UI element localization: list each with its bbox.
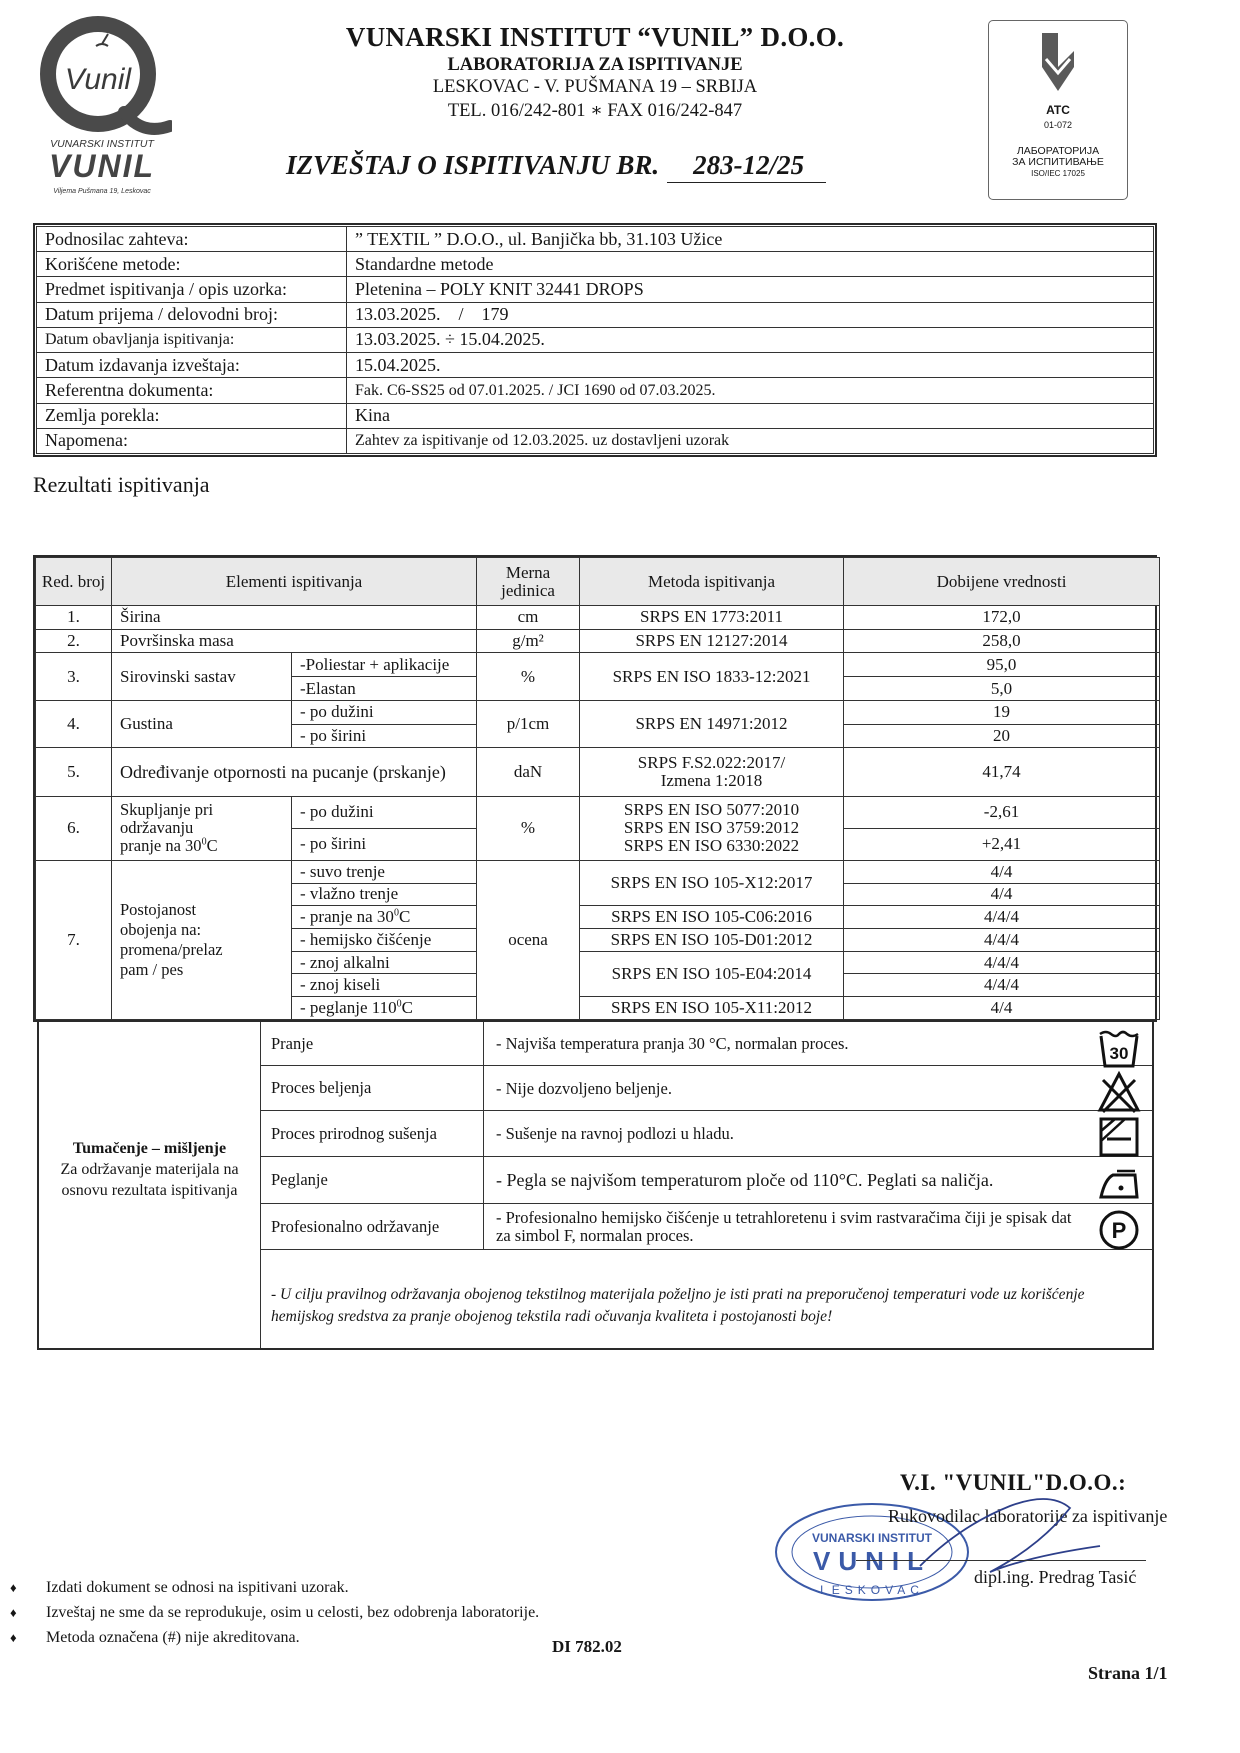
interpretation-subtitle: Za održavanje materijala na osnovu rezultata ispitivanja xyxy=(60,1161,239,1199)
method-line: SRPS EN ISO 5077:2010 xyxy=(623,800,800,820)
signature-line xyxy=(856,1560,1146,1561)
row-no: 3. xyxy=(36,653,112,700)
element-text: C xyxy=(206,836,218,856)
element-line: Postojanost xyxy=(120,899,197,919)
signature-role: Rukovodilac laboratorije za ispitivanje xyxy=(888,1506,1168,1526)
row-method: SRPS EN 1773:2011 xyxy=(580,606,844,630)
dry-flat-shade-icon xyxy=(1097,1115,1141,1159)
report-title xyxy=(286,150,826,183)
vunil-q-logo-icon xyxy=(32,16,172,138)
info-row xyxy=(37,252,1154,277)
row-element xyxy=(112,796,292,860)
header-element: Elementi ispitivanja xyxy=(112,558,477,606)
sub-text: - pranje na 30 xyxy=(300,907,394,927)
care-row-professional xyxy=(261,1204,1152,1250)
care-label: Proces beljenja xyxy=(261,1066,484,1110)
element-line: održavanju xyxy=(120,818,194,838)
info-row xyxy=(37,403,1154,428)
care-label: Proces prirodnog sušenja xyxy=(261,1111,484,1156)
element-line: promena/prelaz xyxy=(120,939,223,959)
row-subelement xyxy=(292,997,477,1020)
care-text: - Pegla se najvišom temperaturom ploče od 110°C. Peglati sa naličja. xyxy=(496,1169,994,1190)
row-subelement: - po širini xyxy=(292,724,477,748)
element-line xyxy=(120,837,287,855)
atc-iso: ISO/IEC 17025 xyxy=(1031,169,1085,178)
lab-address: LESKOVAC - V. PUŠMANA 19 – SRBIJA xyxy=(432,77,758,97)
row-method: SRPS EN ISO 105-E04:2014 xyxy=(580,951,844,996)
table-header-row xyxy=(36,558,1160,606)
row-no: 7. xyxy=(36,860,112,1019)
info-row xyxy=(37,428,1154,453)
degree-sup: 0 xyxy=(396,998,402,1010)
row-unit: % xyxy=(477,653,580,700)
atc-lab-line-2: ЗА ИСПИТИВАЊЕ xyxy=(1012,156,1104,168)
info-value: Kina xyxy=(347,403,1154,428)
row-value: 172,0 xyxy=(844,606,1160,630)
info-label: Datum prijema / delovodni broj: xyxy=(37,302,347,327)
row-element: Površinska masa xyxy=(112,629,477,653)
info-row xyxy=(37,327,1154,352)
care-label: Peglanje xyxy=(261,1157,484,1203)
document-id: DI 782.02 xyxy=(552,1637,622,1656)
row-unit: g/m² xyxy=(477,629,580,653)
footer-note: ♦ Izveštaj ne sme da se reprodukuje, osim u celosti, bez odobrenja laboratorije. xyxy=(8,1600,539,1625)
row-subelement: - hemijsko čišćenje xyxy=(292,929,477,952)
element-line: obojenja na: xyxy=(120,919,202,939)
row-value: 95,0 xyxy=(844,653,1160,677)
table-row xyxy=(36,860,1160,883)
row-value: 19 xyxy=(844,700,1160,724)
row-subelement: -Elastan xyxy=(292,677,477,701)
institute-name: VUNARSKI INSTITUT “VUNIL” D.O.O. xyxy=(345,22,845,52)
page-number: Strana 1/1 xyxy=(1088,1663,1168,1683)
info-row xyxy=(37,378,1154,403)
row-method: SRPS EN 12127:2014 xyxy=(580,629,844,653)
row-unit: ocena xyxy=(477,860,580,1019)
info-row xyxy=(37,353,1154,378)
care-text: - Sušenje na ravnoj podlozi u hladu. xyxy=(496,1124,734,1143)
row-method xyxy=(580,748,844,797)
care-label: Profesionalno održavanje xyxy=(261,1204,484,1249)
accreditation-badge xyxy=(988,20,1128,200)
footer-notes xyxy=(8,1575,539,1650)
row-subelement: - suvo trenje xyxy=(292,860,477,883)
info-label: Zemlja porekla: xyxy=(37,403,347,428)
row-method: SRPS EN 14971:2012 xyxy=(580,700,844,747)
results-heading: Rezultati ispitivanja xyxy=(33,472,210,497)
row-value: 258,0 xyxy=(844,629,1160,653)
row-unit: p/1cm xyxy=(477,700,580,747)
row-unit: % xyxy=(477,796,580,860)
info-label: Podnosilac zahteva: xyxy=(37,227,347,252)
method-line: SRPS EN ISO 6330:2022 xyxy=(623,836,800,856)
sub-text: C xyxy=(398,907,411,927)
signature-name: dipl.ing. Predrag Tasić xyxy=(974,1567,1137,1587)
info-label: Korišćene metode: xyxy=(37,252,347,277)
signature-firm: V.I. "VUNIL"D.O.O.: xyxy=(900,1470,1127,1495)
row-subelement: - po širini xyxy=(292,828,477,860)
info-value: ” TEXTIL ” D.O.O., ul. Banjička bb, 31.103 Užice xyxy=(347,227,1154,252)
request-info-table xyxy=(33,223,1157,457)
row-no: 2. xyxy=(36,629,112,653)
row-method: SRPS EN ISO 105-D01:2012 xyxy=(580,929,844,952)
report-number: 283-12/25 xyxy=(667,150,826,183)
degree-sup: 0 xyxy=(393,907,399,919)
header-value: Dobijene vrednosti xyxy=(844,558,1160,606)
interpretation-caption xyxy=(39,1022,261,1348)
no-bleach-icon xyxy=(1097,1070,1141,1114)
atc-code: ATC xyxy=(1046,103,1070,117)
row-value: 4/4 xyxy=(844,860,1160,883)
atc-number: 01-072 xyxy=(1043,120,1073,130)
svg-text:P: P xyxy=(1111,1218,1127,1243)
info-label: Napomena: xyxy=(37,428,347,453)
header-no: Red. broj xyxy=(36,558,112,606)
dry-clean-p-icon xyxy=(1097,1208,1141,1252)
row-subelement: - vlažno trenje xyxy=(292,883,477,906)
care-row-ironing xyxy=(261,1157,1152,1204)
row-subelement: - znoj kiseli xyxy=(292,974,477,997)
care-row-drying xyxy=(261,1111,1152,1157)
row-no: 6. xyxy=(36,796,112,860)
row-value: +2,41 xyxy=(844,828,1160,860)
atc-lab-line-1: ЛАБОРАТОРИЈА xyxy=(1016,145,1100,157)
info-value: Fak. C6-SS25 od 07.01.2025. / JCI 1690 od 07.03.2025. xyxy=(347,378,1154,403)
info-value: Pletenina – POLY KNIT 32441 DROPS xyxy=(347,277,1154,302)
info-value: Standardne metode xyxy=(347,252,1154,277)
info-row xyxy=(37,227,1154,252)
svg-text:VUNIL: VUNIL xyxy=(813,1546,931,1576)
table-row xyxy=(36,748,1160,797)
interpretation-section xyxy=(37,1020,1154,1350)
table-row xyxy=(36,700,1160,724)
report-label: IZVEŠTAJ O ISPITIVANJU BR. xyxy=(286,150,660,180)
table-row xyxy=(36,653,1160,677)
interpretation-title: Tumačenje – mišljenje xyxy=(72,1140,227,1157)
institute-logo xyxy=(32,16,172,196)
row-element: Širina xyxy=(112,606,477,630)
care-text: - Nije dozvoljeno beljenje. xyxy=(496,1078,672,1098)
row-subelement: - po dužini xyxy=(292,700,477,724)
info-label: Referentna dokumenta: xyxy=(37,378,347,403)
care-row-bleaching xyxy=(261,1066,1152,1111)
lab-contact: TEL. 016/242-801 ∗ FAX 016/242-847 xyxy=(447,101,743,121)
info-row xyxy=(37,277,1154,302)
method-line: Izmena 1:2018 xyxy=(660,771,763,791)
logo-wordmark: Vunil xyxy=(64,63,132,96)
row-value: 4/4/4 xyxy=(844,929,1160,952)
row-unit: daN xyxy=(477,748,580,797)
row-no: 1. xyxy=(36,606,112,630)
info-label: Datum obavljanja ispitivanja: xyxy=(37,327,347,352)
info-value: 13.03.2025. / 179 xyxy=(347,302,1154,327)
row-value: 4/4 xyxy=(844,883,1160,906)
test-results-table xyxy=(33,555,1157,1022)
table-row xyxy=(36,629,1160,653)
row-value: 41,74 xyxy=(844,748,1160,797)
row-method xyxy=(580,796,844,860)
care-text: - Profesionalno hemijsko čišćenje u tetrahloretenu i svim rastvaračima čiji je spisak dat za simbol F, normalan proces. xyxy=(496,1207,1072,1245)
letterhead xyxy=(280,22,910,122)
wash-30-icon xyxy=(1097,1026,1141,1070)
care-label: Pranje xyxy=(261,1022,484,1065)
svg-text:LESKOVAC: LESKOVAC xyxy=(820,1583,924,1597)
header-unit: Merna jedinica xyxy=(477,558,580,606)
footer-note: ♦ Metoda označena (#) nije akreditovana. xyxy=(8,1625,539,1650)
row-method: SRPS EN ISO 1833-12:2021 xyxy=(580,653,844,700)
table-row xyxy=(36,796,1160,828)
method-line: SRPS EN ISO 3759:2012 xyxy=(623,818,800,838)
logo-address-text: Viljema Pušmana 19, Leskovac xyxy=(53,188,151,195)
degree-sup: 0 xyxy=(201,836,207,848)
row-subelement xyxy=(292,906,477,929)
care-row-washing xyxy=(261,1022,1152,1066)
element-text: pranje na 30 xyxy=(120,836,202,856)
info-row xyxy=(37,302,1154,327)
row-element: Sirovinski sastav xyxy=(112,653,292,700)
info-label: Datum izdavanja izveštaja: xyxy=(37,353,347,378)
row-element xyxy=(112,860,292,1019)
row-subelement: -Poliestar + aplikacije xyxy=(292,653,477,677)
care-note: - U cilju pravilnog održavanja obojenog tekstilnog materijala poželjno je isti prati na preporučenoj temperaturi vode uz korišćenje hemijskog sredstva za pranje obojenog tekstila radi očuvanja kvaliteta i postojanosti boje! xyxy=(271,1286,1085,1325)
sub-text: - peglanje 110 xyxy=(300,998,397,1018)
row-element: Određivanje otpornosti na pucanje (prskanje) xyxy=(112,748,477,797)
svg-text:VUNARSKI INSTITUT: VUNARSKI INSTITUT xyxy=(812,1531,932,1545)
row-value: 20 xyxy=(844,724,1160,748)
lab-name: LABORATORIJA ZA ISPITIVANJE xyxy=(447,55,743,75)
row-value: -2,61 xyxy=(844,796,1160,828)
logo-brand-text: VUNIL xyxy=(49,148,155,184)
footer-note: ♦ Izdati dokument se odnosi na ispitivani uzorak. xyxy=(8,1575,539,1600)
row-element: Gustina xyxy=(112,700,292,747)
row-subelement: - znoj alkalni xyxy=(292,951,477,974)
sub-text: C xyxy=(401,998,413,1018)
info-value: Zahtev za ispitivanje od 12.03.2025. uz dostavljeni uzorak xyxy=(347,428,1154,453)
element-line: pam / pes xyxy=(120,959,184,979)
logo-institute-text: VUNARSKI INSTITUT xyxy=(50,138,154,150)
row-method: SRPS EN ISO 105-X12:2017 xyxy=(580,860,844,905)
row-method: SRPS EN ISO 105-X11:2012 xyxy=(580,997,844,1020)
row-value: 5,0 xyxy=(844,677,1160,701)
atc-logo-icon xyxy=(1036,29,1080,95)
row-no: 4. xyxy=(36,700,112,747)
row-value: 4/4 xyxy=(844,997,1160,1020)
row-method: SRPS EN ISO 105-C06:2016 xyxy=(580,906,844,929)
info-label: Predmet ispitivanja / opis uzorka: xyxy=(37,277,347,302)
header-method: Metoda ispitivanja xyxy=(580,558,844,606)
row-value: 4/4/4 xyxy=(844,951,1160,974)
row-unit: cm xyxy=(477,606,580,630)
care-text: - Najviša temperatura pranja 30 °C, normalan proces. xyxy=(496,1034,849,1053)
table-row xyxy=(36,606,1160,630)
info-value: 15.04.2025. xyxy=(347,353,1154,378)
row-value: 4/4/4 xyxy=(844,906,1160,929)
svg-text:30: 30 xyxy=(1109,1044,1129,1063)
element-line: Skupljanje pri xyxy=(120,800,214,820)
info-value: 13.03.2025. ÷ 15.04.2025. xyxy=(347,327,1154,352)
row-value: 4/4/4 xyxy=(844,974,1160,997)
method-line: SRPS F.S2.022:2017/ xyxy=(637,753,786,773)
row-subelement: - po dužini xyxy=(292,796,477,828)
iron-low-icon xyxy=(1097,1161,1141,1205)
row-no: 5. xyxy=(36,748,112,797)
